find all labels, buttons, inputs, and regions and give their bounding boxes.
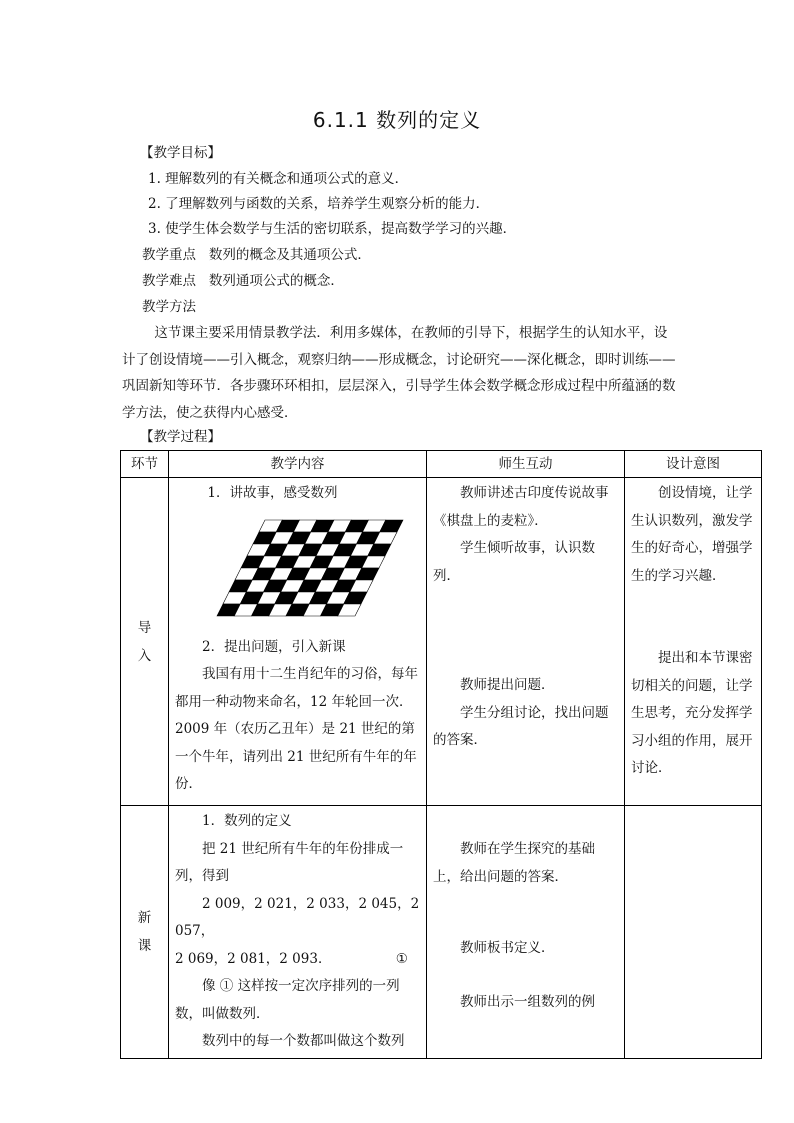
difficulty-text: 数列通项公式的概念． xyxy=(208,273,344,289)
sequence-line xyxy=(175,946,420,974)
key-point xyxy=(142,246,371,264)
page-title: 6.1.1 数列的定义 xyxy=(312,108,482,132)
stage-cell xyxy=(121,806,169,1059)
objective-item: 2. 了理解数列与函数的关系，培养学生观察分析的能力． xyxy=(148,196,490,212)
equation-mark: ① xyxy=(395,950,408,967)
content-cell xyxy=(169,478,427,806)
interaction-text: 教师出示一组数列的例 xyxy=(460,993,595,1010)
interaction-text: 教师提出问题． xyxy=(460,677,555,693)
content-cell xyxy=(169,806,427,1059)
content-body: 我国有用十二生肖纪年的习俗，每年都用一种动物来命名，12 年轮回一次．2009 年（农历乙丑年）是 21 世纪的第一个牛年，请列出 21 世纪所有牛年的年份． xyxy=(175,666,418,792)
header-interaction: 师生互动 xyxy=(427,451,625,478)
sequence-line: 2 009，2 021，2 033，2 045，2 057， xyxy=(175,895,420,939)
difficulty xyxy=(142,272,344,290)
interaction-text: 教师板书定义． xyxy=(460,940,555,956)
objectives-heading: 【教学目标】 xyxy=(140,145,221,161)
content-text: 像 ① 这样按一定次序排列的一列数，叫做数列． xyxy=(175,978,400,1022)
intent-cell xyxy=(625,478,762,806)
intent-text: 创设情境，让学生认识数列，激发学生的好奇心，增强学生的学习兴趣． xyxy=(631,485,753,584)
chessboard-image xyxy=(215,516,405,620)
method-label: 教学方法 xyxy=(142,299,196,315)
key-point-text: 数列的概念及其通项公式． xyxy=(208,247,371,263)
content-step: 1．讲故事，感受数列 xyxy=(207,485,338,501)
table-header-row xyxy=(121,451,762,478)
header-content: 教学内容 xyxy=(169,451,427,478)
objective-item: 3. 使学生体会数学与生活的密切联系，提高数学学习的兴趣． xyxy=(148,221,517,237)
process-heading: 【教学过程】 xyxy=(140,429,221,445)
header-stage: 环节 xyxy=(121,451,169,478)
content-step: 2．提出问题，引入新课 xyxy=(202,638,346,655)
intent-text: 提出和本节课密切相关的问题，让学生思考，充分发挥学习小组的作用，展开讨论． xyxy=(631,650,753,776)
table-row xyxy=(121,478,762,806)
header-intent: 设计意图 xyxy=(625,451,762,478)
stage-char: 课 xyxy=(137,937,152,954)
difficulty-label: 教学难点 xyxy=(142,273,196,289)
method-paragraph: 这节课主要采用情景教学法．利用多媒体，在教师的引导下，根据学生的认知水平，设计了创设情境——引入概念，观察归纳——形成概念，讨论研究——深化概念，即时训练——巩固新知等环节．各步骤环环相扣，层层深入，引导学生体会数学概念形成过程中所蕴涵的数学方法，使之获得内心感受． xyxy=(122,325,676,421)
stage-char: 新 xyxy=(137,909,152,926)
sequence-text: 2 069，2 081，2 093． xyxy=(175,950,332,967)
stage-cell xyxy=(121,478,169,806)
interaction-text: 教师在学生探究的基础上，给出问题的答案． xyxy=(433,841,595,885)
process-table xyxy=(120,450,762,1059)
objective-item: 1. 理解数列的有关概念和通项公式的意义． xyxy=(148,171,409,187)
interaction-text: 教师讲述古印度传说故事《棋盘上的麦粒》． xyxy=(433,485,609,529)
content-text: 数列中的每一个数都叫做这个数列 xyxy=(202,1033,405,1049)
interaction-text: 学生分组讨论，找出问题的答案． xyxy=(433,704,609,748)
interaction-text: 学生倾听故事，认识数列． xyxy=(433,540,595,584)
stage-char: 入 xyxy=(137,647,152,664)
intent-cell xyxy=(625,806,762,1059)
table-row xyxy=(121,806,762,1059)
content-step: 1．数列的定义 xyxy=(202,813,292,829)
content-text: 把 21 世纪所有牛年的年份排成一列，得到 xyxy=(175,840,404,884)
interaction-cell xyxy=(427,478,625,806)
stage-char: 导 xyxy=(137,619,152,636)
interaction-cell xyxy=(427,806,625,1059)
key-point-label: 教学重点 xyxy=(142,247,196,263)
